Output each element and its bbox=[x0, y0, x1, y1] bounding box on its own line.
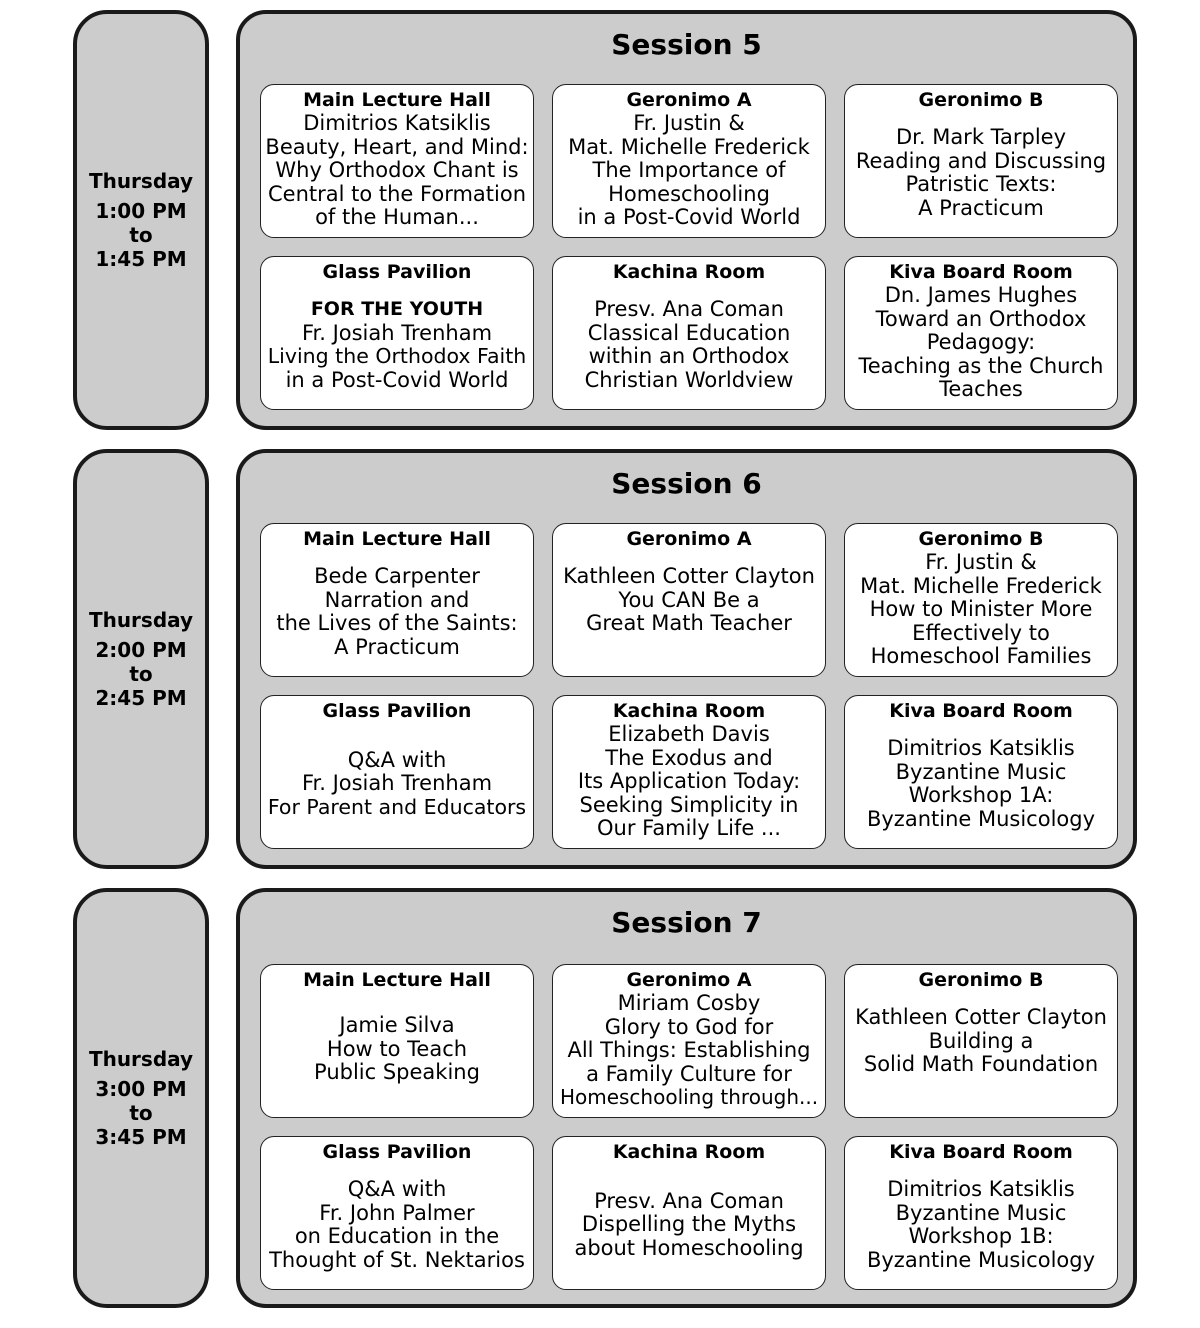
card-line: Kathleen Cotter Clayton bbox=[855, 1005, 1107, 1029]
card-line: Seeking Simplicity in bbox=[579, 792, 799, 817]
session-block bbox=[236, 449, 1137, 869]
card-body bbox=[265, 112, 529, 234]
card-line: Q&A with bbox=[347, 1177, 447, 1201]
card-body bbox=[265, 992, 529, 1114]
card-line: Kathleen Cotter Clayton bbox=[563, 564, 815, 588]
card-line: Byzantine Musicology bbox=[866, 806, 1096, 831]
card-line: Dimitrios Katsiklis bbox=[887, 736, 1075, 760]
card-line: within an Orthodox bbox=[588, 344, 790, 368]
room-name: Main Lecture Hall bbox=[303, 89, 491, 111]
room-name: Kachina Room bbox=[612, 700, 766, 722]
session-card bbox=[260, 256, 534, 410]
time-end: 3:45 PM bbox=[95, 1125, 187, 1149]
card-line: Christian Worldview bbox=[584, 367, 794, 392]
card-line: Building a bbox=[928, 1028, 1034, 1053]
room-name: Geronimo B bbox=[918, 528, 1044, 550]
card-body bbox=[265, 723, 529, 845]
room-name: Kachina Room bbox=[612, 1141, 766, 1163]
card-body bbox=[849, 992, 1113, 1114]
card-body bbox=[849, 723, 1113, 845]
card-line: Dimitrios Katsiklis bbox=[303, 111, 491, 135]
session-title: Session 7 bbox=[611, 906, 762, 939]
card-line: Great Math Teacher bbox=[586, 611, 792, 635]
session-card bbox=[260, 1136, 534, 1290]
card-body bbox=[557, 723, 821, 845]
time-to: to bbox=[129, 1101, 153, 1125]
time-start: 3:00 PM bbox=[95, 1077, 187, 1101]
card-line: Public Speaking bbox=[314, 1060, 480, 1084]
session-card bbox=[552, 256, 826, 410]
card-line: about Homeschooling bbox=[574, 1235, 804, 1260]
card-line: How to Minister More bbox=[869, 597, 1093, 621]
room-name: Geronimo A bbox=[626, 89, 752, 111]
card-line: The Importance of bbox=[592, 158, 786, 182]
room-name: Glass Pavilion bbox=[322, 261, 472, 283]
card-line: Dr. Mark Tarpley bbox=[895, 125, 1067, 149]
card-line: Reading and Discussing bbox=[855, 148, 1107, 173]
card-line: Byzantine Musicology bbox=[866, 1247, 1096, 1272]
session-card bbox=[552, 964, 826, 1118]
card-line: Bede Carpenter bbox=[314, 564, 480, 588]
time-slot bbox=[73, 449, 209, 869]
card-line: Fr. Justin & bbox=[633, 111, 745, 135]
session-card bbox=[552, 84, 826, 238]
time-to: to bbox=[129, 223, 153, 247]
room-name: Geronimo A bbox=[626, 528, 752, 550]
card-line: Narration and bbox=[324, 587, 470, 612]
session-card bbox=[552, 523, 826, 677]
time-end: 2:45 PM bbox=[95, 686, 187, 710]
card-body bbox=[265, 1164, 529, 1286]
card-line: Presv. Ana Coman bbox=[594, 297, 784, 321]
time-slot bbox=[73, 10, 209, 430]
card-line: Jamie Silva bbox=[339, 1013, 455, 1037]
card-line: Homeschooling through... bbox=[559, 1085, 819, 1109]
card-line: You CAN Be a bbox=[618, 587, 760, 612]
session-card bbox=[552, 695, 826, 849]
room-name: Geronimo A bbox=[626, 969, 752, 991]
card-line: Elizabeth Davis bbox=[608, 722, 770, 746]
room-name: Main Lecture Hall bbox=[303, 969, 491, 991]
card-line: Byzantine Music bbox=[895, 759, 1067, 784]
card-line: Toward an Orthodox bbox=[875, 306, 1087, 331]
card-body bbox=[265, 284, 529, 406]
room-name: Kiva Board Room bbox=[889, 1141, 1073, 1163]
time-end: 1:45 PM bbox=[95, 247, 187, 271]
room-name: Glass Pavilion bbox=[322, 1141, 472, 1163]
session-card bbox=[844, 1136, 1118, 1290]
card-line: Dimitrios Katsiklis bbox=[887, 1177, 1075, 1201]
card-line: Dispelling the Myths bbox=[581, 1212, 797, 1237]
session-card bbox=[844, 695, 1118, 849]
room-name: Geronimo B bbox=[918, 969, 1044, 991]
card-body bbox=[557, 992, 821, 1114]
card-body bbox=[557, 112, 821, 234]
card-body bbox=[849, 1164, 1113, 1286]
card-body bbox=[557, 551, 821, 673]
card-body bbox=[849, 284, 1113, 406]
card-line: in a Post-Covid World bbox=[285, 367, 509, 392]
session-block bbox=[236, 888, 1137, 1308]
card-line: Effectively to bbox=[912, 620, 1050, 645]
time-start: 1:00 PM bbox=[95, 199, 187, 223]
card-line: Glory to God for bbox=[604, 1014, 774, 1039]
card-line: Why Orthodox Chant is bbox=[275, 158, 519, 182]
room-name: Main Lecture Hall bbox=[303, 528, 491, 550]
card-line: Central to the Formation bbox=[267, 181, 527, 206]
card-line: A Practicum bbox=[918, 195, 1044, 220]
time-day: Thursday bbox=[88, 169, 194, 193]
card-line: Classical Education bbox=[587, 320, 791, 345]
session-card bbox=[552, 1136, 826, 1290]
session-title: Session 6 bbox=[611, 467, 762, 500]
card-line: Teaching as the Church bbox=[858, 353, 1104, 378]
card-line: Workshop 1B: bbox=[908, 1224, 1054, 1248]
card-line: Thought of St. Nektarios bbox=[269, 1247, 525, 1272]
session-card bbox=[844, 523, 1118, 677]
card-line: a Family Culture for bbox=[586, 1061, 792, 1086]
card-line: FOR THE YOUTH bbox=[310, 298, 484, 320]
card-body bbox=[557, 1164, 821, 1286]
card-body bbox=[849, 112, 1113, 234]
card-line: All Things: Establishing bbox=[567, 1038, 811, 1062]
room-name: Glass Pavilion bbox=[322, 700, 472, 722]
card-line: Mat. Michelle Frederick bbox=[860, 573, 1102, 598]
card-line: Q&A with bbox=[347, 747, 447, 772]
card-line: How to Teach bbox=[326, 1036, 468, 1061]
card-line: in a Post-Covid World bbox=[577, 205, 801, 229]
room-name: Geronimo B bbox=[918, 89, 1044, 111]
session-block bbox=[236, 10, 1137, 430]
session-card bbox=[844, 84, 1118, 238]
session-card bbox=[260, 84, 534, 238]
card-line: A Practicum bbox=[334, 634, 460, 659]
card-line: Fr. Josiah Trenham bbox=[301, 771, 493, 796]
card-line: The Exodus and bbox=[605, 745, 773, 770]
time-day: Thursday bbox=[88, 608, 194, 632]
card-line: Pedagogy: bbox=[926, 330, 1036, 354]
session-card bbox=[844, 964, 1118, 1118]
card-body bbox=[849, 551, 1113, 673]
card-line: Teaches bbox=[939, 377, 1023, 401]
time-day: Thursday bbox=[88, 1047, 194, 1071]
session-card bbox=[260, 964, 534, 1118]
card-body bbox=[557, 284, 821, 406]
card-line: Living the Orthodox Faith bbox=[267, 344, 527, 368]
card-line: Homeschool Families bbox=[870, 644, 1092, 668]
card-line: Workshop 1A: bbox=[908, 783, 1054, 807]
card-line: the Lives of the Saints: bbox=[276, 611, 518, 635]
time-to: to bbox=[129, 662, 153, 686]
card-line: Byzantine Music bbox=[895, 1200, 1067, 1225]
room-name: Kiva Board Room bbox=[889, 700, 1073, 722]
card-body bbox=[265, 551, 529, 673]
time-slot bbox=[73, 888, 209, 1308]
session-title: Session 5 bbox=[611, 28, 762, 61]
card-line: Patristic Texts: bbox=[905, 172, 1057, 196]
session-card bbox=[844, 256, 1118, 410]
card-line: Mat. Michelle Frederick bbox=[568, 134, 810, 159]
card-line: Our Family Life ... bbox=[597, 816, 781, 840]
card-line: Fr. John Palmer bbox=[319, 1200, 475, 1225]
card-line: For Parent and Educators bbox=[267, 794, 527, 819]
session-card bbox=[260, 695, 534, 849]
room-name: Kachina Room bbox=[612, 261, 766, 283]
time-start: 2:00 PM bbox=[95, 638, 187, 662]
card-line: of the Human... bbox=[315, 205, 479, 229]
card-line: Dn. James Hughes bbox=[884, 283, 1078, 307]
card-line: Miriam Cosby bbox=[617, 991, 761, 1015]
card-line: Homeschooling bbox=[608, 181, 770, 206]
card-line: Presv. Ana Coman bbox=[594, 1188, 784, 1213]
session-card bbox=[260, 523, 534, 677]
card-line: Fr. Justin & bbox=[925, 550, 1037, 574]
card-line: Solid Math Foundation bbox=[863, 1052, 1099, 1076]
room-name: Kiva Board Room bbox=[889, 261, 1073, 283]
card-line: Beauty, Heart, and Mind: bbox=[265, 134, 529, 159]
card-line: on Education in the bbox=[294, 1224, 500, 1248]
card-line: Its Application Today: bbox=[577, 769, 801, 793]
card-line: Fr. Josiah Trenham bbox=[301, 320, 493, 345]
